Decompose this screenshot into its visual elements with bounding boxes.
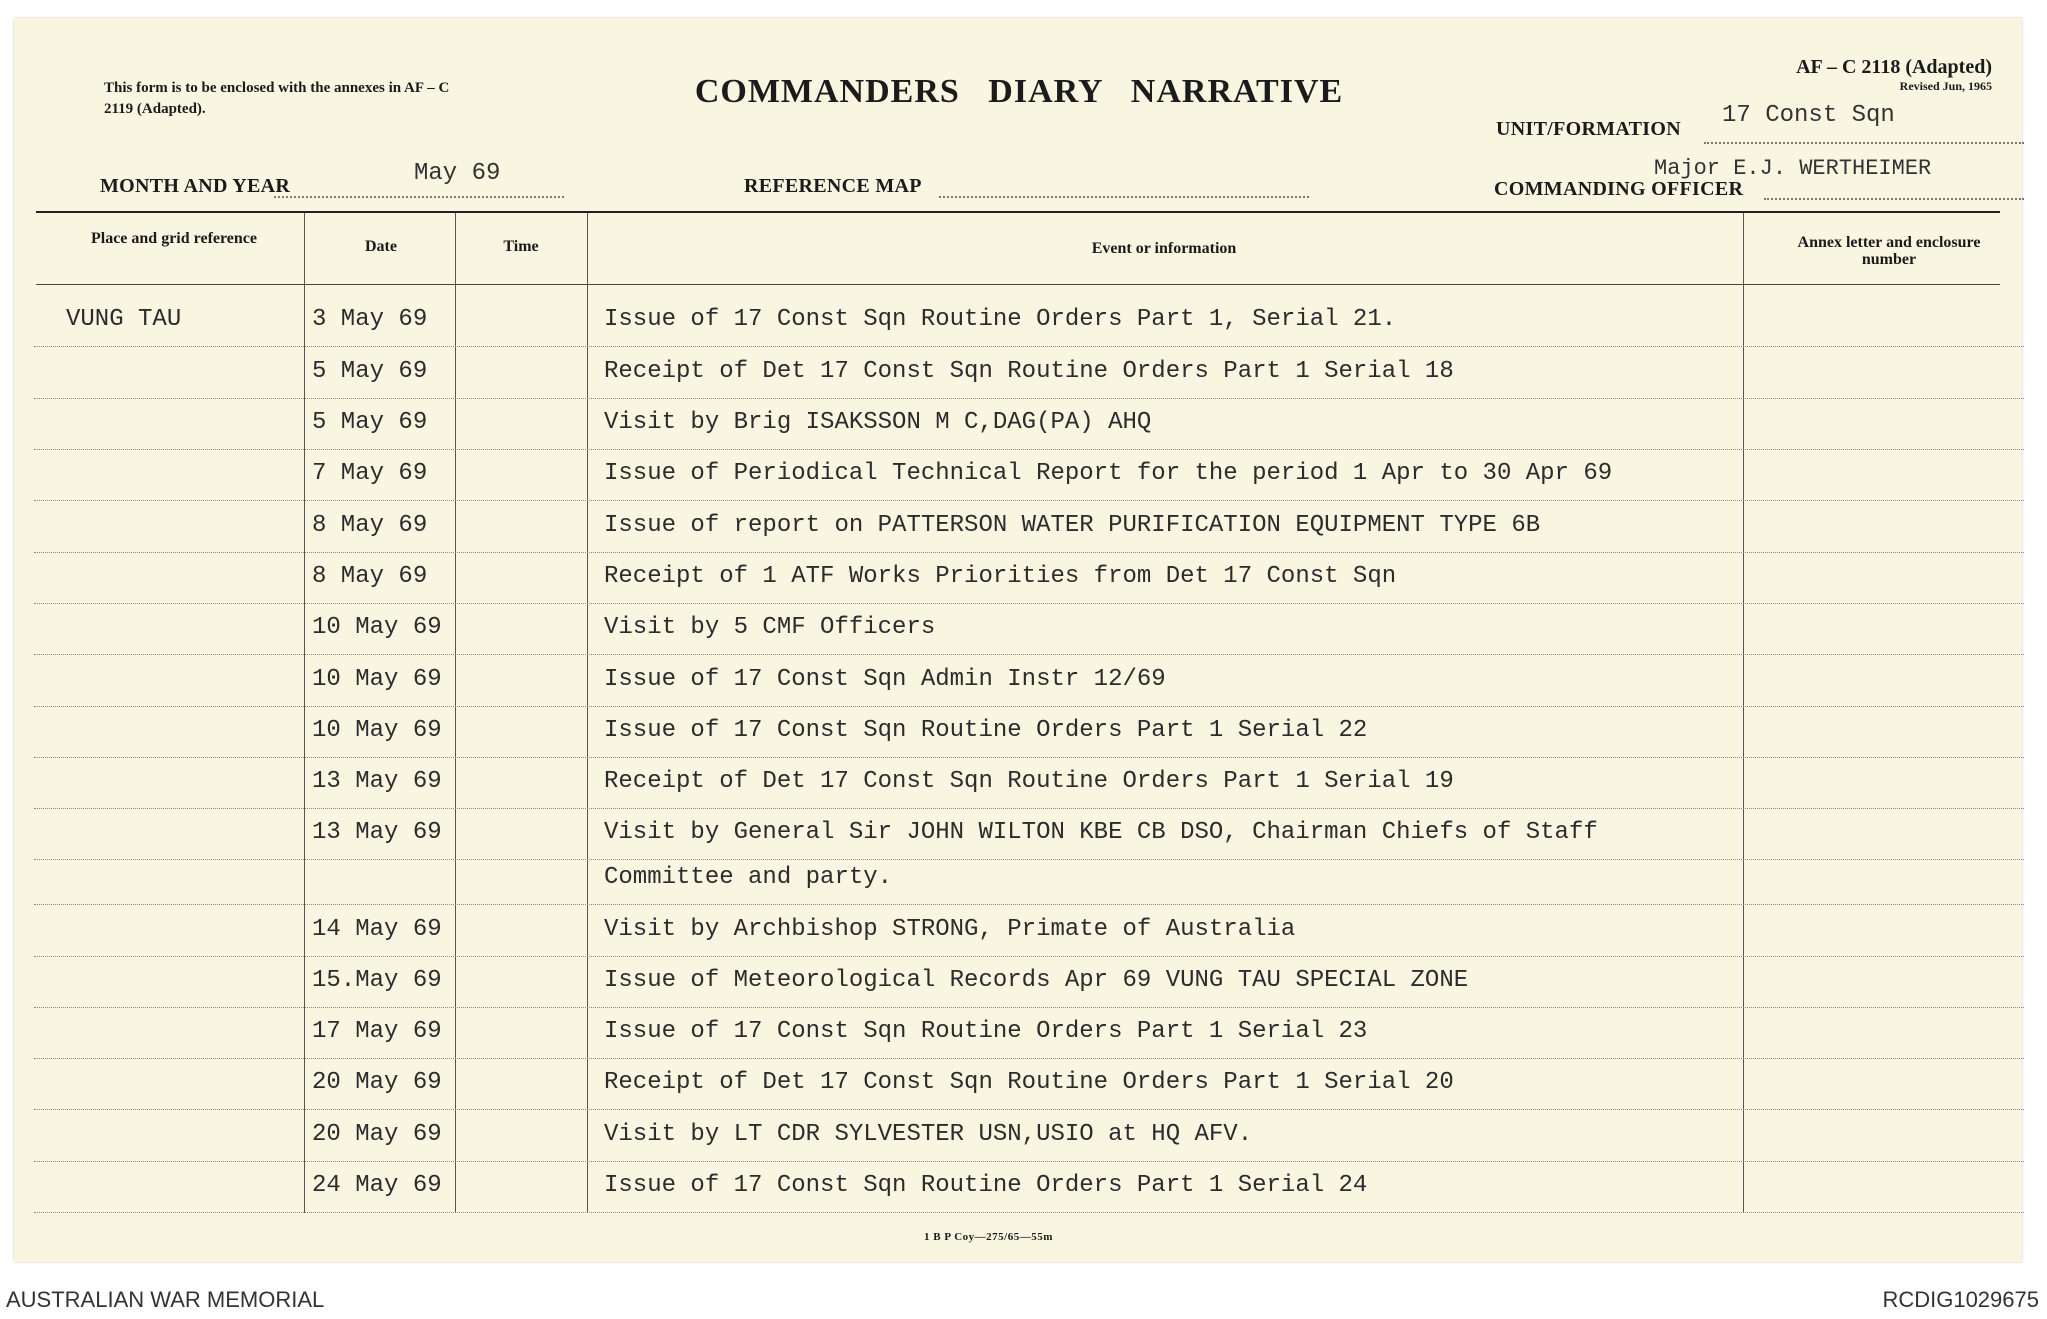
row-separator [34, 654, 2024, 655]
row-separator [34, 398, 2024, 399]
col-header-date: Date [365, 238, 397, 255]
row-separator [34, 346, 2024, 347]
form-code: AF – C 2118 (Adapted) [1796, 56, 1992, 78]
col-divider-date [304, 213, 305, 1213]
row-date: 15.May 69 [312, 967, 442, 994]
row-event: Visit by LT CDR SYLVESTER USN,USIO at HQ AFV. [604, 1121, 1253, 1148]
row-separator [34, 1161, 2024, 1162]
row-separator [34, 956, 2024, 957]
table-top-rule [36, 211, 2000, 213]
row-date: 20 May 69 [312, 1121, 442, 1148]
row-separator [34, 552, 2024, 553]
row-event: Issue of Periodical Technical Report for the period 1 Apr to 30 Apr 69 [604, 460, 1613, 487]
row-date: 24 May 69 [312, 1172, 442, 1199]
row-event: Issue of 17 Const Sqn Routine Orders Part 1 Serial 22 [604, 717, 1368, 744]
row-event: Receipt of Det 17 Const Sqn Routine Orders Part 1 Serial 20 [604, 1069, 1454, 1096]
row-separator [34, 757, 2024, 758]
row-separator [34, 500, 2024, 501]
printer-imprint: 1 B P Coy—275/65—55m [924, 1231, 1053, 1243]
row-date: 20 May 69 [312, 1069, 442, 1096]
row-date: 5 May 69 [312, 409, 428, 436]
row-date: 7 May 69 [312, 460, 428, 487]
ref-map-line [939, 196, 1309, 198]
row-separator [34, 1212, 2024, 1213]
form-title: COMMANDERS DIARY NARRATIVE [694, 73, 1344, 110]
row-place: VUNG TAU [66, 306, 182, 333]
row-date: 8 May 69 [312, 563, 428, 590]
month-line [274, 196, 564, 198]
row-date: 10 May 69 [312, 717, 442, 744]
row-event: Visit by General Sir JOHN WILTON KBE CB DSO, Chairman Chiefs of Staff [604, 819, 1598, 846]
form-revision: Revised Jun, 1965 [1899, 79, 1992, 93]
month-label: MONTH AND YEAR [100, 175, 291, 197]
col-divider-annex [1743, 213, 1744, 1213]
unit-value: 17 Const Sqn [1722, 102, 1895, 129]
col-header-time: Time [503, 238, 539, 255]
row-date: 10 May 69 [312, 666, 442, 693]
enclosure-note: This form is to be enclosed with the annexes in AF – C 2119 (Adapted). [104, 80, 450, 117]
ref-map-label: REFERENCE MAP [744, 175, 922, 197]
col-header-annex: Annex letter and enclosure number [1797, 234, 1981, 268]
row-event: Issue of 17 Const Sqn Routine Orders Part 1, Serial 21. [604, 306, 1397, 333]
row-event: Receipt of Det 17 Const Sqn Routine Orders Part 1 Serial 19 [604, 768, 1454, 795]
row-date: 14 May 69 [312, 916, 442, 943]
col-divider-event [587, 213, 588, 1213]
header-bottom-rule [36, 284, 2000, 285]
row-event: Issue of 17 Const Sqn Routine Orders Part 1 Serial 23 [604, 1018, 1368, 1045]
row-date: 5 May 69 [312, 358, 428, 385]
row-separator [34, 1007, 2024, 1008]
row-date: 13 May 69 [312, 768, 442, 795]
row-separator [34, 449, 2024, 450]
row-event: Issue of report on PATTERSON WATER PURIFICATION EQUIPMENT TYPE 6B [604, 512, 1541, 539]
row-event: Visit by Brig ISAKSSON M C,DAG(PA) AHQ [604, 409, 1152, 436]
row-date: 10 May 69 [312, 614, 442, 641]
co-value: Major E.J. WERTHEIMER [1654, 156, 1932, 181]
row-event: Receipt of Det 17 Const Sqn Routine Orders Part 1 Serial 18 [604, 358, 1454, 385]
row-date: 3 May 69 [312, 306, 428, 333]
credit-left: AUSTRALIAN WAR MEMORIAL [6, 1287, 325, 1312]
row-event: Issue of 17 Const Sqn Routine Orders Part 1 Serial 24 [604, 1172, 1368, 1199]
row-separator [34, 603, 2024, 604]
row-separator [34, 904, 2024, 905]
row-separator [34, 706, 2024, 707]
row-event: Issue of 17 Const Sqn Admin Instr 12/69 [604, 666, 1166, 693]
row-separator [34, 1109, 2024, 1110]
credit-right: RCDIG1029675 [1882, 1287, 2039, 1312]
month-value: May 69 [414, 160, 501, 187]
row-separator [34, 1058, 2024, 1059]
col-header-event: Event or information [1091, 240, 1237, 257]
unit-line [1704, 142, 2024, 144]
row-event: Committee and party. [604, 864, 893, 891]
row-date: 8 May 69 [312, 512, 428, 539]
col-divider-time [455, 213, 456, 1213]
unit-label: UNIT/FORMATION [1496, 118, 1681, 140]
diary-form [14, 18, 2022, 1262]
col-header-place: Place and grid reference [90, 230, 258, 247]
row-date: 13 May 69 [312, 819, 442, 846]
row-event: Issue of Meteorological Records Apr 69 VUNG TAU SPECIAL ZONE [604, 967, 1469, 994]
row-event: Receipt of 1 ATF Works Priorities from Det 17 Const Sqn [604, 563, 1397, 590]
row-event: Visit by 5 CMF Officers [604, 614, 936, 641]
row-separator [34, 808, 2024, 809]
row-separator [34, 859, 2024, 860]
co-label: COMMANDING OFFICER [1494, 178, 1744, 200]
row-date: 17 May 69 [312, 1018, 442, 1045]
co-line [1764, 198, 2024, 200]
row-event: Visit by Archbishop STRONG, Primate of Australia [604, 916, 1296, 943]
form-code-block [1796, 56, 1992, 94]
